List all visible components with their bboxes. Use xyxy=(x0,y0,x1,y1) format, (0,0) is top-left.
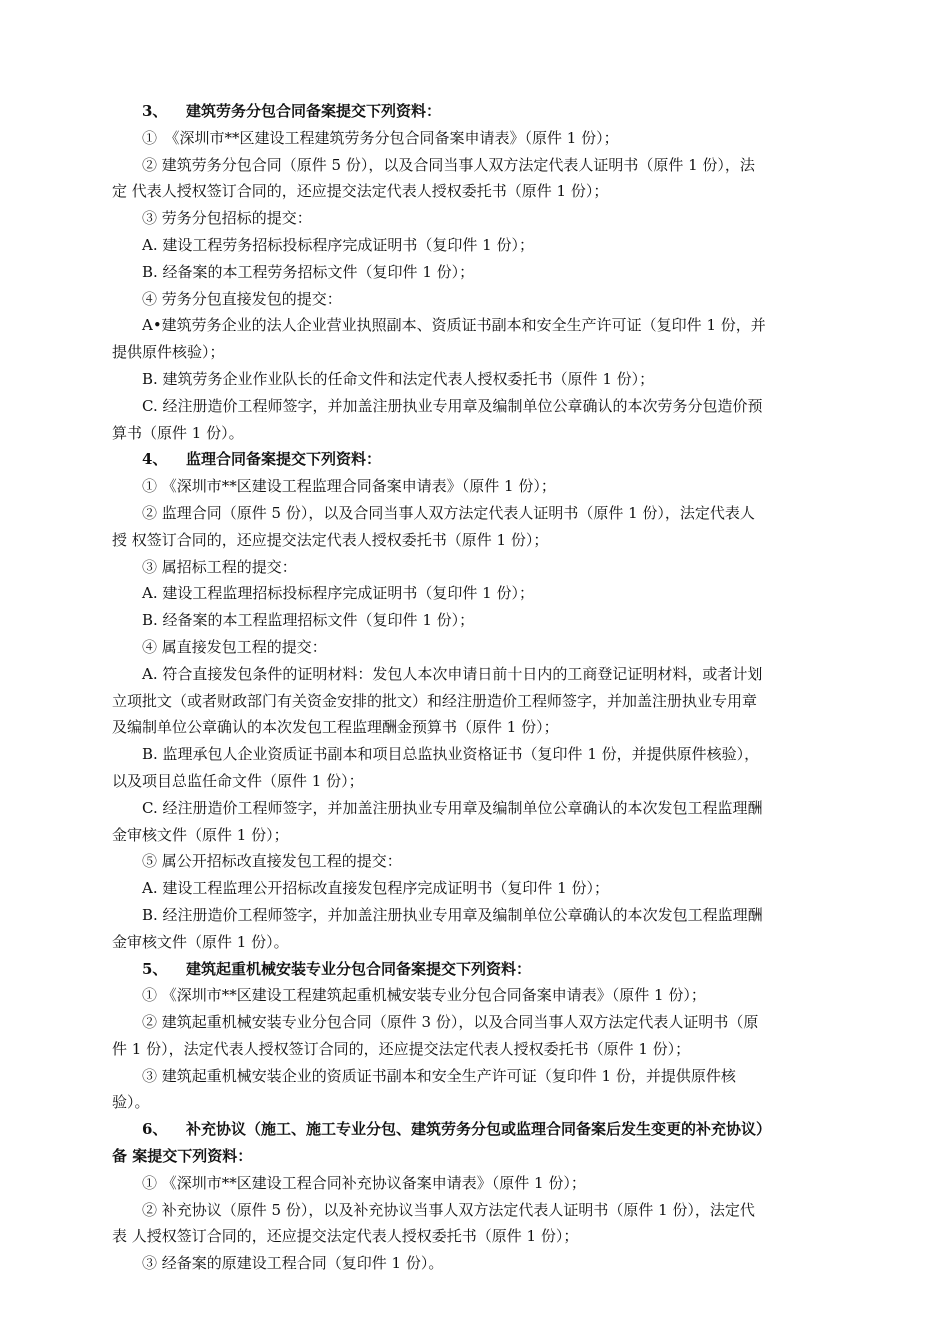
section-4-item-3a: A. 建设工程监理招标投标程序完成证明书（复印件 1 份）； xyxy=(142,584,534,603)
section-3-item-4c: C. 经注册造价工程师签字，并加盖注册执业专用章及编制单位公章确认的本次劳务分包造价预 xyxy=(142,396,763,415)
section-4-item-2-cont: 授 权签订合同的，还应提交法定代表人授权委托书（原件 1 份）； xyxy=(112,530,549,549)
section-4-item-4c-cont: 金审核文件（原件 1 份）； xyxy=(112,825,289,844)
section-3-item-4b: B. 建筑劳务企业作业队长的任命文件和法定代表人授权委托书（原件 1 份）； xyxy=(142,369,655,388)
section-3-item-2-cont: 定 代表人授权签订合同的，还应提交法定代表人授权委托书（原件 1 份）； xyxy=(112,182,609,201)
section-4-item-4a-cont-2: 及编制单位公章确认的本次发包工程监理酬金预算书（原件 1 份）； xyxy=(112,718,559,737)
section-3-item-4a-cont: 提供原件核验）； xyxy=(112,343,225,362)
section-6-item-2: ② 补充协议（原件 5 份），以及补充协议当事人双方法定代表人证明书（原件 1 份），法定代 xyxy=(142,1200,755,1219)
section-5-item-2: ② 建筑起重机械安装专业分包合同（原件 3 份），以及合同当事人双方法定代表人证明书（原 xyxy=(142,1013,759,1032)
section-4-item-3b: B. 经备案的本工程监理招标文件（复印件 1 份）； xyxy=(142,611,475,630)
section-3-heading: 3、 建筑劳务分包合同备案提交下列资料： xyxy=(142,102,442,120)
section-4-item-5: ⑤ 属公开招标改直接发包工程的提交： xyxy=(142,852,402,871)
section-5-item-2-cont: 件 1 份），法定代表人授权签订合同的，还应提交法定代表人授权委托书（原件 1 份）； xyxy=(112,1039,691,1058)
section-3-item-3a: A. 建设工程劳务招标投标程序完成证明书（复印件 1 份）； xyxy=(142,235,534,254)
section-4-item-4c: C. 经注册造价工程师签字，并加盖注册执业专用章及编制单位公章确认的本次发包工程监理酬 xyxy=(142,798,763,817)
section-6-item-1: ① 《深圳市**区建设工程合同补充协议备案申请表》（原件 1 份）； xyxy=(142,1173,586,1192)
section-6-item-2-cont: 表 人授权签订合同的，还应提交法定代表人授权委托书（原件 1 份）； xyxy=(112,1227,579,1246)
section-4-item-1: ① 《深圳市**区建设工程监理合同备案申请表》（原件 1 份）； xyxy=(142,477,556,496)
section-3-item-4a: A•建筑劳务企业的法人企业营业执照副本、资质证书副本和安全生产许可证（复印件 1 份，并 xyxy=(142,316,766,335)
section-5-item-3: ③ 建筑起重机械安装企业的资质证书副本和安全生产许可证（复印件 1 份，并提供原件核 xyxy=(142,1066,736,1085)
section-4-item-4b-cont: 以及项目总监任命文件（原件 1 份）； xyxy=(112,771,364,790)
section-3-item-1: ① 《深圳市**区建设工程建筑劳务分包合同备案申请表》（原件 1 份）； xyxy=(142,128,619,147)
section-3-item-3b: B. 经备案的本工程劳务招标文件（复印件 1 份）； xyxy=(142,262,475,281)
section-3-item-4c-cont: 算书（原件 1 份）。 xyxy=(112,423,244,442)
section-4-item-5b: B. 经注册造价工程师签字，并加盖注册执业专用章及编制单位公章确认的本次发包工程监理酬 xyxy=(142,905,763,924)
section-4-item-4a-cont-1: 立项批文（或者财政部门有关资金安排的批文）和经注册造价工程师签字，并加盖注册执业专用章 xyxy=(112,691,758,710)
section-4-item-2: ② 监理合同（原件 5 份），以及合同当事人双方法定代表人证明书（原件 1 份），法定代表人 xyxy=(142,503,755,522)
section-5-heading: 5、 建筑起重机械安装专业分包合同备案提交下列资料： xyxy=(142,959,532,978)
section-6-item-3: ③ 经备案的原建设工程合同（复印件 1 份）。 xyxy=(142,1254,444,1273)
section-4-item-5a: A. 建设工程监理公开招标改直接发包程序完成证明书（复印件 1 份）； xyxy=(142,879,609,898)
section-4-item-4b: B. 监理承包人企业资质证书副本和项目总监执业资格证书（复印件 1 份，并提供原件核验）， xyxy=(142,745,760,764)
section-3-item-2: ② 建筑劳务分包合同（原件 5 份），以及合同当事人双方法定代表人证明书（原件 1 份），法 xyxy=(142,155,755,174)
section-3-item-3: ③ 劳务分包招标的提交： xyxy=(142,209,312,228)
section-4-item-3: ③ 属招标工程的提交： xyxy=(142,557,297,576)
section-5-item-3-cont: 验）。 xyxy=(112,1093,150,1112)
section-4-item-4a: A. 符合直接发包条件的证明材料：发包人本次申请日前十日内的工商登记证明材料，或者计划 xyxy=(142,664,763,683)
section-5-item-1: ① 《深圳市**区建设工程建筑起重机械安装专业分包合同备案申请表》（原件 1 份）； xyxy=(142,986,706,1005)
section-4-heading: 4、 监理合同备案提交下列资料： xyxy=(142,450,382,469)
document-page xyxy=(112,98,856,1277)
section-4-item-5b-cont: 金审核文件（原件 1 份）。 xyxy=(112,932,289,951)
section-4-item-4: ④ 属直接发包工程的提交： xyxy=(142,637,327,656)
section-3-item-4: ④ 劳务分包直接发包的提交： xyxy=(142,289,342,308)
section-6-heading: 6、 补充协议（施工、施工专业分包、建筑劳务分包或监理合同备案后发生变更的补充协议） xyxy=(142,1120,772,1139)
section-6-heading-cont: 备 案提交下列资料： xyxy=(112,1147,253,1166)
